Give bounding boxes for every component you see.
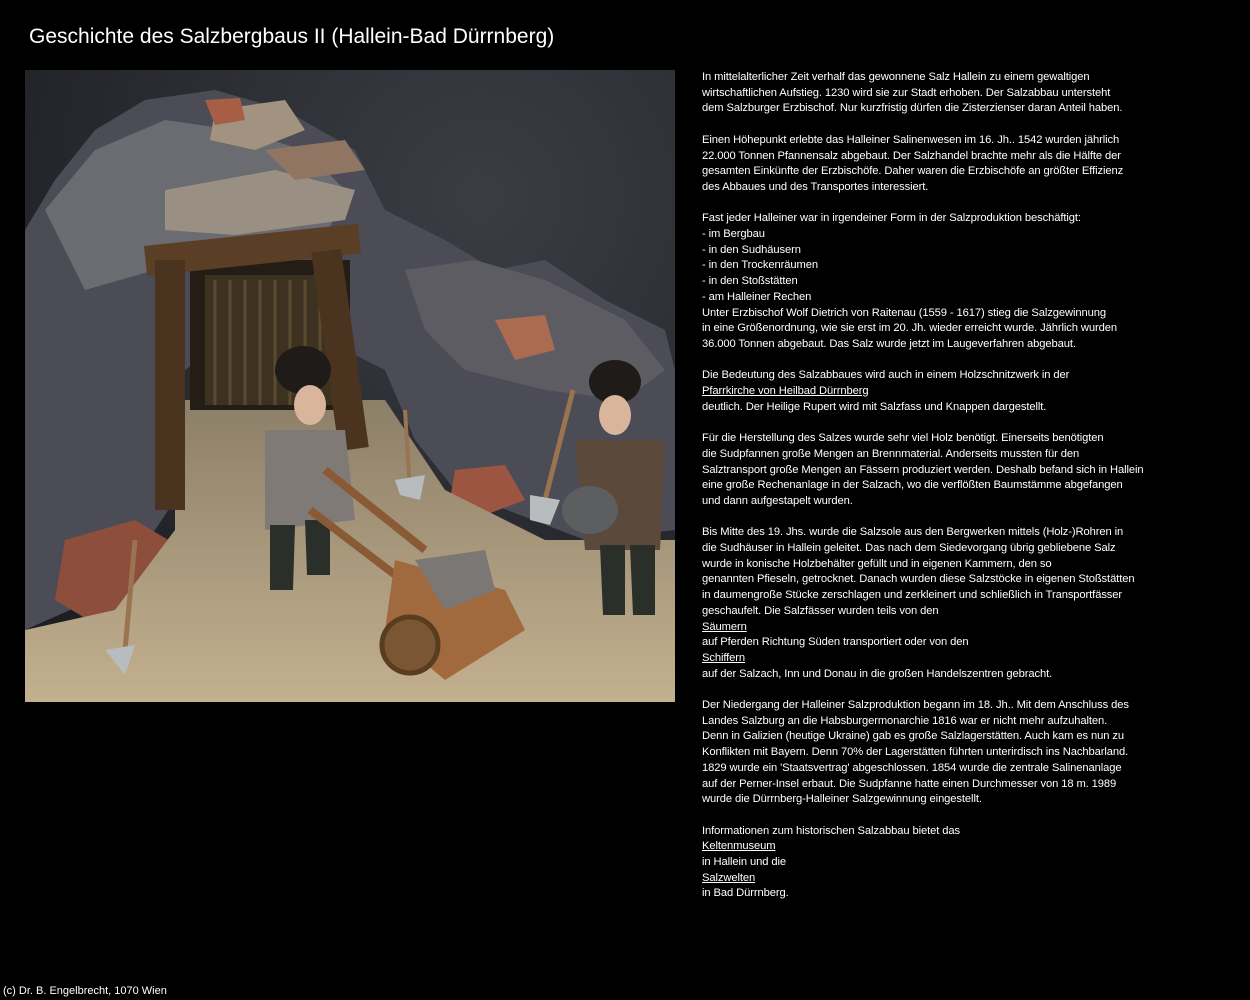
paragraph-occupations [702,211,1222,352]
text-line: Für die Herstellung des Salzes wurde sehr viel Holz benötigt. Einerseits benötigten [702,432,1104,445]
list-item: - im Bergbau [702,228,765,240]
text-line: die Sudhäuser in Hallein geleitet. Das nach dem Siedevorgang übrig gebliebene Salz [702,542,1116,555]
text-line: 22.000 Tonnen Pfannensalz abgebaut. Der Salzhandel brachte mehr als die Hälfte der [702,149,1121,162]
link-schiffern[interactable]: Schiffern [702,651,746,664]
copyright-footer: (c) Dr. B. Engelbrecht, 1070 Wien [3,985,167,997]
paragraph-brine [702,525,1222,682]
text-line: Fast jeder Halleiner war in irgendeiner Form in der Salzproduktion beschäftigt: [702,212,1081,225]
text-line: gesamten Einkünfte der Erzbischöfe. Daher waren die Erzbischöfe an größter Effizienz [702,165,1124,178]
link-pfarrkirche[interactable]: Pfarrkirche von Heilbad Dürrnberg [702,385,869,398]
paragraph-wood [702,431,1222,510]
link-salzwelten[interactable]: Salzwelten [702,871,756,884]
text-line: genannten Pfieseln, getrocknet. Danach wurden diese Salzstöcke in eigenen Stoßstätten [702,573,1135,586]
text-line: Bis Mitte des 19. Jhs. wurde die Salzsole aus den Bergwerken mittels (Holz-)Rohren in [702,526,1124,539]
text-line: in Hallein und die [702,856,787,869]
text-line: In mittelalterlicher Zeit verhalf das gewonnene Salz Hallein zu einem gewaltigen [702,71,1090,83]
text-line: Konflikten mit Bayern. Denn 70% der Lagerstätten führten unterirdisch ins Nachbarland. [702,746,1129,759]
paragraph-museums [702,824,1222,903]
list-item: - in den Sudhäusern [702,243,801,256]
text-line: wirtschaftlichen Aufstieg. 1230 wird sie zur Stadt erhoben. Der Salzabbau untersteht [702,86,1111,99]
text-line: Denn in Galizien (heutige Ukraine) gab es große Salzlagerstätten. Auch kam es nun zu [702,730,1124,743]
text-line: auf der Salzach, Inn und Donau in die großen Handelszentren gebracht. [702,667,1053,680]
paragraph-medieval [702,70,1222,117]
list-item: - am Halleiner Rechen [702,290,812,303]
text-line: und dann aufgestapelt wurden. [702,494,853,507]
text-line: Landes Salzburg an die Habsburgermonarchie 1816 war er nicht mehr aufzuhalten. [702,714,1108,727]
text-line: 1829 wurde ein 'Staatsvertrag' abgeschlossen. 1854 wurde die zentrale Salinenanlage [702,761,1122,774]
text-line: in eine Größenordnung, wie sie erst im 20. Jh. wieder erreicht wurde. Jährlich wurden [702,322,1117,335]
link-saeumern[interactable]: Säumern [702,620,747,633]
link-keltenmuseum[interactable]: Keltenmuseum [702,840,776,853]
text-line: auf der Perner-Insel erbaut. Die Sudpfanne hatte einen Durchmesser von 18 m. 1989 [702,777,1117,790]
text-line: wurde die Dürrnberg-Halleiner Salzgewinnung eingestellt. [702,793,982,806]
page-title: Geschichte des Salzbergbaus II (Hallein-Bad Dürrnberg) [29,25,555,48]
text-line: Unter Erzbischof Wolf Dietrich von Raitenau (1559 - 1617) stieg die Salzgewinnung [702,306,1106,319]
text-line: Die Bedeutung des Salzabbaues wird auch in einem Holzschnitzwerk in der [702,369,1070,382]
paragraph-woodcarving [702,368,1222,415]
text-line: Salztransport große Mengen an Fässern produziert werden. Deshalb befand sich in Hallein [702,463,1144,476]
text-line: auf Pferden Richtung Süden transportiert oder von den [702,636,969,649]
text-line: geschaufelt. Die Salzfässer wurden teils von den [702,604,939,617]
text-line: deutlich. Der Heilige Rupert wird mit Salzfass und Knappen dargestellt. [702,400,1047,413]
text-line: Informationen zum historischen Salzabbau bietet das [702,824,960,837]
diorama-photo [25,70,675,702]
article-text [702,70,1222,918]
text-line: die Sudpfannen große Mengen an Brennmaterial. Anderseits mussten für den [702,447,1080,460]
text-line: wurde in konische Holzbehälter gefüllt und in eigenen Kammern, den so [702,557,1052,570]
text-line: Der Niedergang der Halleiner Salzproduktion begann im 18. Jh.. Mit dem Anschluss des [702,699,1129,712]
text-line: des Abbaues und des Transportes interessiert. [702,180,929,193]
paragraph-16th-century [702,133,1222,196]
text-line: in Bad Dürrnberg. [702,887,789,900]
text-line: Einen Höhepunkt erlebte das Halleiner Salinenwesen im 16. Jh.. 1542 wurden jährlich [702,133,1120,146]
text-line: in daumengroße Stücke zerschlagen und zerkleinert und schließlich in Transportfässer [702,589,1123,602]
paragraph-decline [702,698,1222,808]
list-item: - in den Stoßstätten [702,275,798,288]
text-line: dem Salzburger Erzbischof. Nur kurzfristig dürfen die Zisterzienser daran Anteil haben. [702,102,1123,115]
list-item: - in den Trockenräumen [702,259,818,272]
text-line: 36.000 Tonnen abgebaut. Das Salz wurde jetzt im Laugeverfahren abgebaut. [702,337,1076,350]
text-line: eine große Rechenanlage in der Salzach, wo die verflößten Baumstämme abgefangen [702,479,1123,492]
